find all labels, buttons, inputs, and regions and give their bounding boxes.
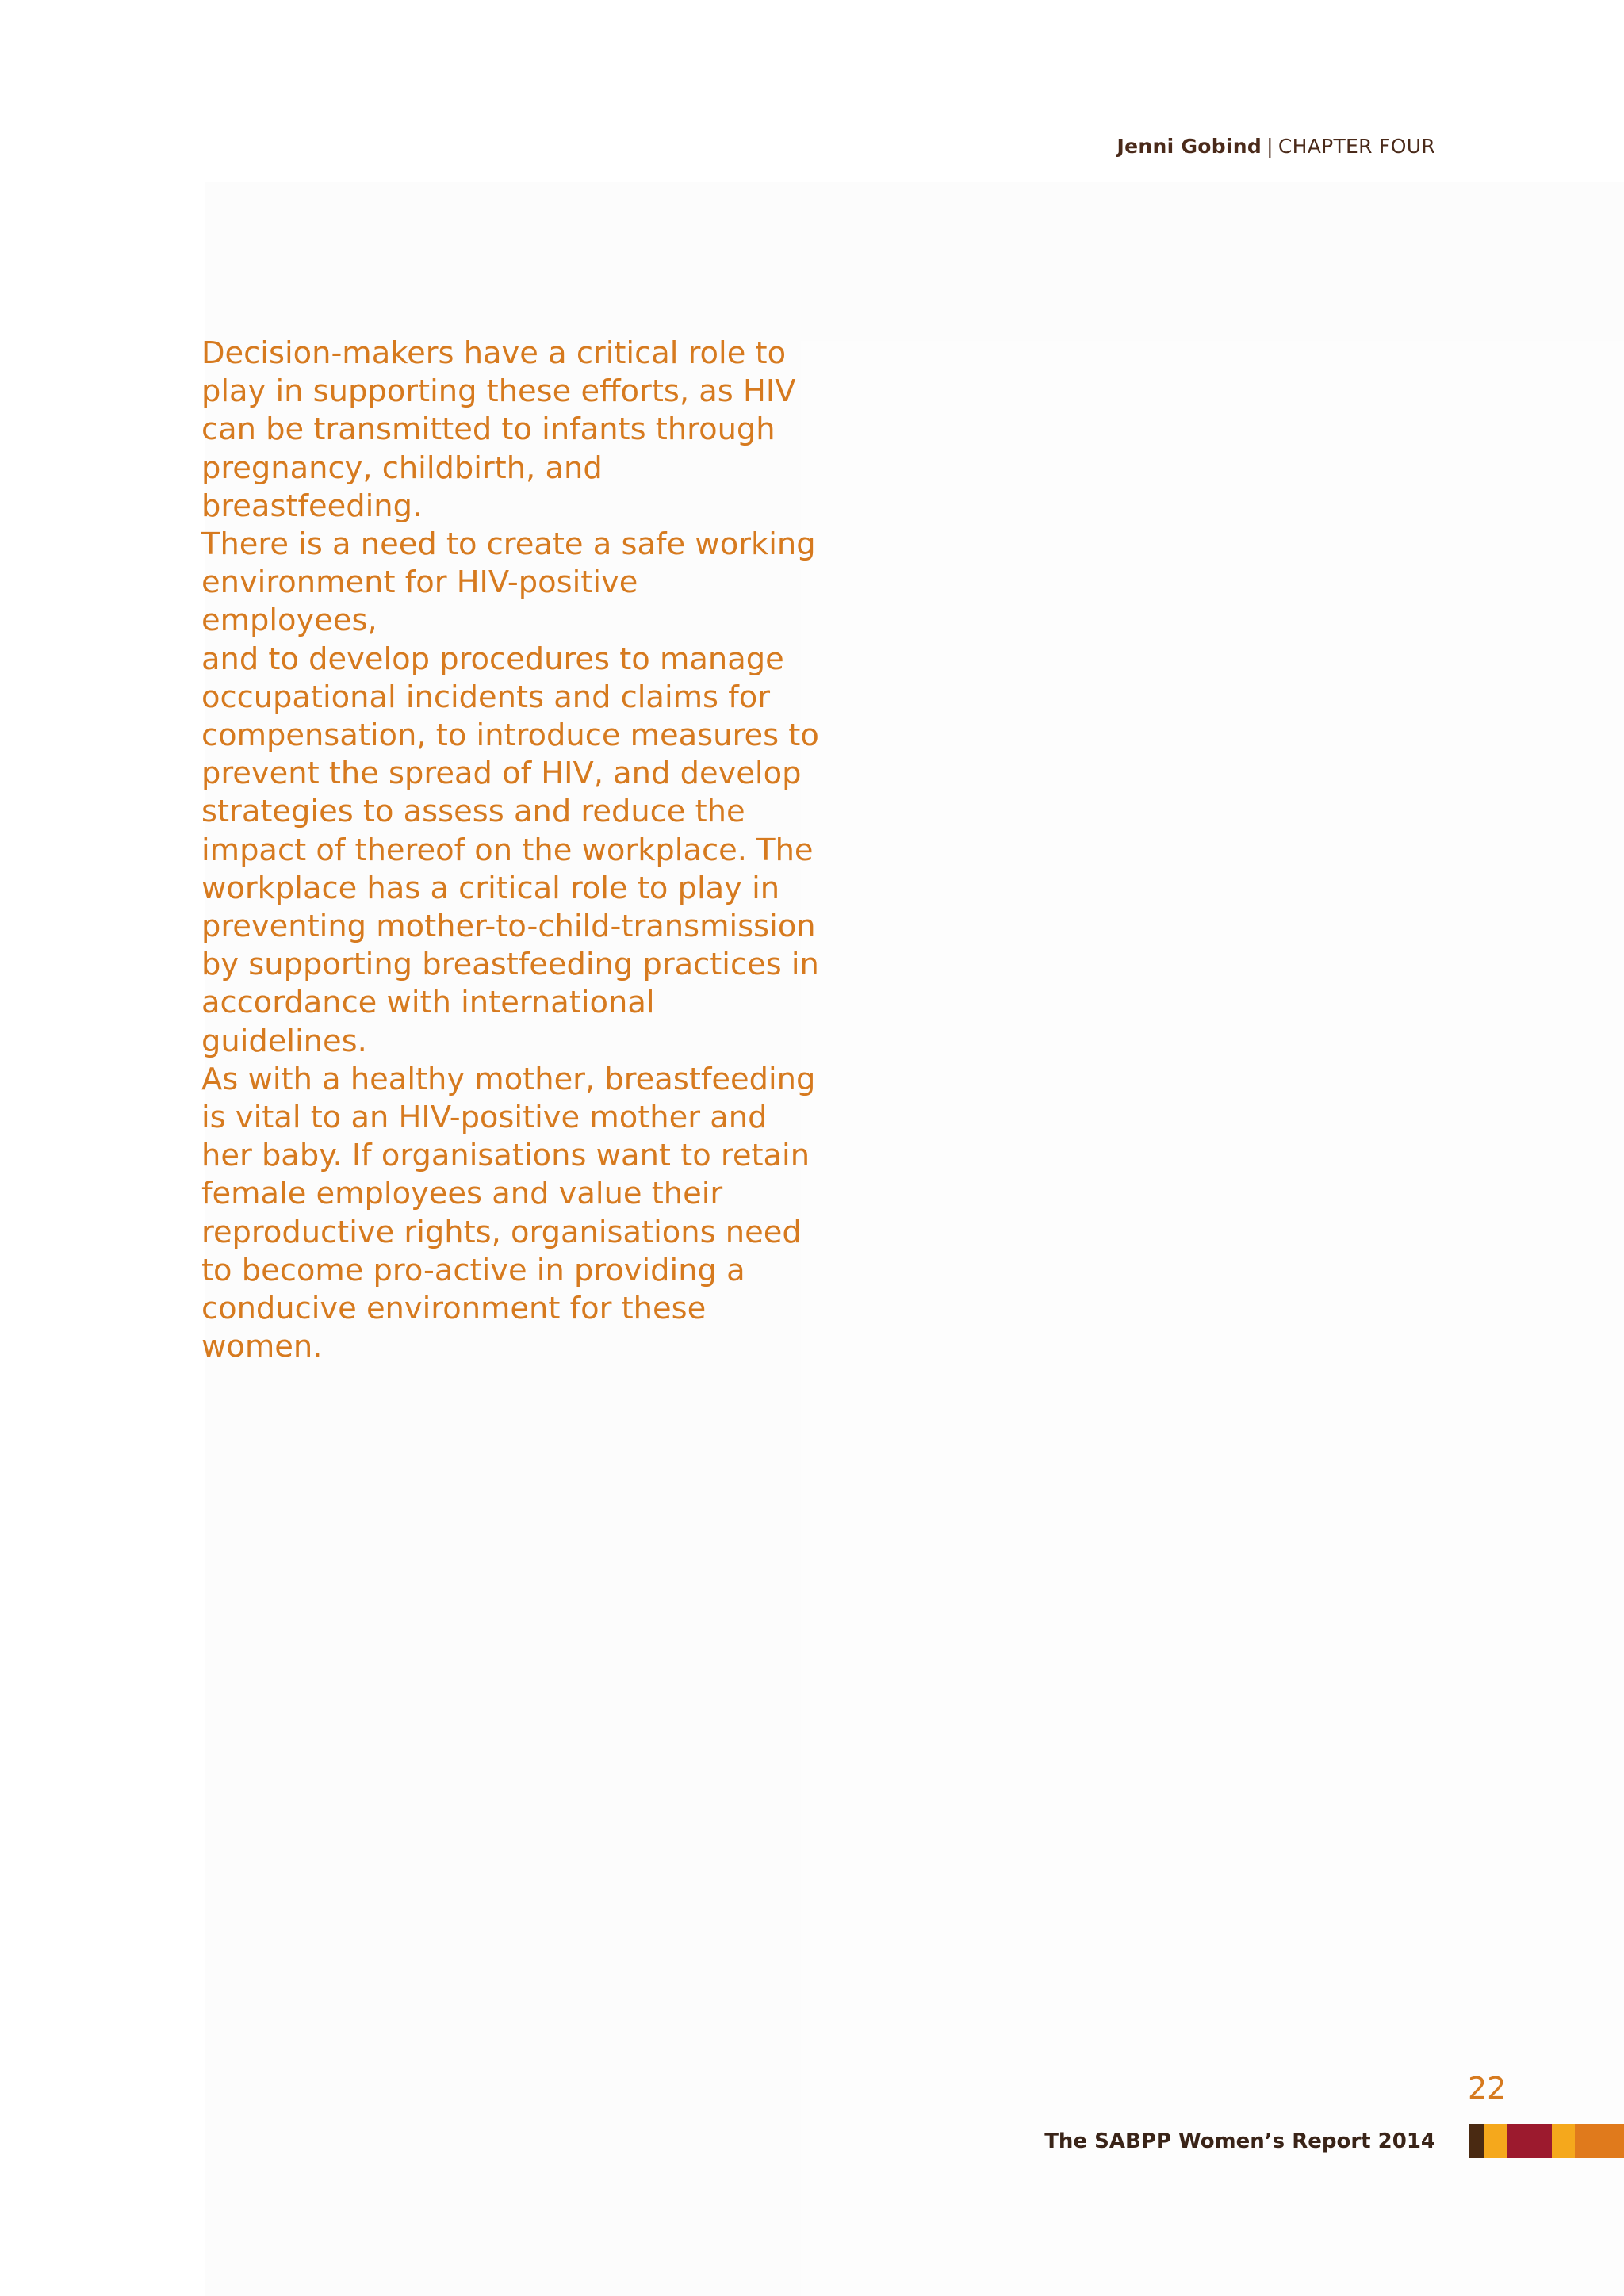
footer-report-title: The SABPP Women’s Report 2014 (1044, 2130, 1435, 2153)
header-separator: | (1266, 135, 1274, 158)
running-header (1117, 135, 1435, 158)
color-bar-segment (1507, 2124, 1552, 2158)
header-author: Jenni Gobind (1116, 135, 1262, 158)
color-bar-segment (1575, 2124, 1624, 2158)
page-number: 22 (1468, 2071, 1507, 2106)
header-chapter: CHAPTER FOUR (1277, 135, 1435, 158)
body-paragraph: Decision-makers have a critical role to play in supporting these efforts, as HIV can be transmitted to infants through pregnancy, childbirth, and breastfeeding. There is a need to create a safe working environment for HIV-positive employees, and to develop procedures to manage occupational incidents and claims for compensation, to introduce measures to prevent the spread of HIV, and develop strategies to assess and reduce the impact of thereof on the workplace. The workplace has a critical role to play in preventing mother-to-child-transmission by supporting breastfeeding practices in accordance with international guidelines. As with a healthy mother, breastfeeding is vital to an HIV-positive mother and her baby. If organisations want to retain female employees and value their reproductive rights, organisations need to become pro-active in providing a conducive environment for these women. (201, 335, 819, 1365)
color-bar-segment (1484, 2124, 1507, 2158)
footer-color-bar (1469, 2124, 1624, 2158)
color-bar-segment (1469, 2124, 1484, 2158)
color-bar-segment (1552, 2124, 1575, 2158)
page-background-panel (801, 341, 1624, 2296)
